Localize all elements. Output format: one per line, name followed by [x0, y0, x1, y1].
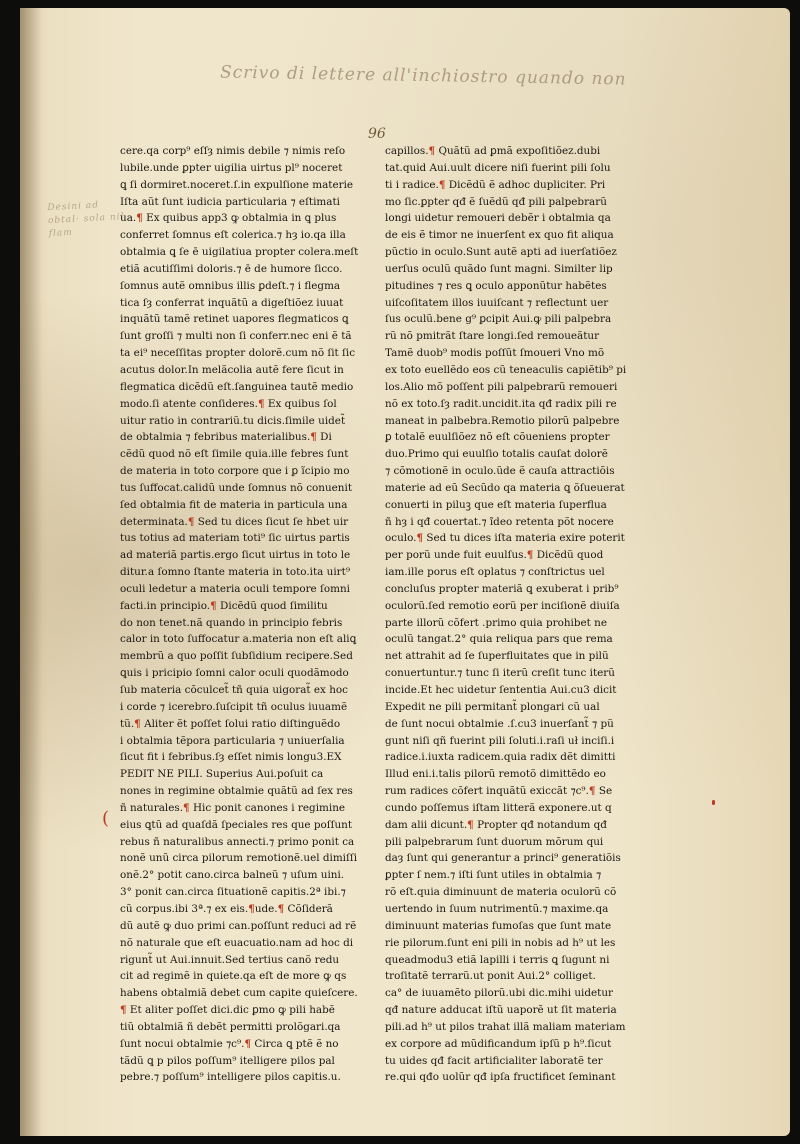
- text-line: iam.ille porus eſt oplatus ⁊ conſtrictus uel: [385, 566, 605, 579]
- text-line: cere.qa corp⁹ eſſȝ nimis debile ⁊ nimis reſo: [120, 145, 346, 157]
- text-line: de ſunt nocui obtalmie .ſ.cu3 inuerſant̃ ⁊ pũ: [385, 717, 614, 730]
- text-line: onẽ.2° potit cano.circa balneũ ⁊ uſum uini.: [120, 869, 345, 882]
- rubric-pilcrow: ¶: [416, 532, 424, 545]
- text-line: nonẽ unũ circa pilorum remotionẽ.uel dimiſſi: [120, 852, 358, 865]
- rubric-pilcrow: ¶: [588, 785, 596, 798]
- rubric-pilcrow: ¶: [183, 801, 190, 814]
- text-line: pebre.⁊ poſſum⁹ intelligere pilos capitis.u.: [120, 1071, 341, 1084]
- rubric-pilcrow: ¶: [187, 515, 195, 528]
- text-line: ſub materia cõculcet̃ tñ quia uigorat̃ ex hoc: [120, 684, 348, 696]
- text-line: eius ꝗtũ ad quaſdã ſpeciales res que poſſunt: [120, 818, 353, 831]
- rubric-mark: (: [102, 808, 110, 829]
- text-line: facti.in principio.¶ Dicẽdũ quod ſimilitu: [120, 599, 328, 612]
- rubric-pilcrow: ¶: [526, 549, 534, 562]
- text-line: radice.i.iuxta radicem.quia radix dẽt dimitti: [385, 751, 616, 764]
- text-line: rigunt̃ ut Aui.innuit.Sed tertius canõ redu: [120, 953, 340, 966]
- text-line: maneat in palbebra.Remotio pilorũ palpebre: [385, 414, 620, 427]
- text-line: ſus oculũ.bene g⁹ ꝑcipit Aui.ꝙ pili palpebra: [385, 313, 612, 326]
- text-line: ſomnus autẽ omnibus illis ꝑdeſt.⁊ i flegma: [120, 279, 341, 292]
- text-line: dam alii dicunt.¶ Propter qđ notandum qđ: [385, 818, 607, 831]
- text-line: i obtalmia tẽpora particularia ⁊ uniuerſalia: [120, 734, 345, 747]
- text-line: ta ei⁹ neceſſitas propter dolorẽ.cum nõ ſit ſic: [120, 347, 356, 360]
- text-line: rie pilorum.ſunt eni pili in nobis ad h⁹ ut les: [385, 936, 616, 949]
- text-line: qđ nature adducat iſtũ uaporẽ ut ſit materia: [385, 1004, 617, 1017]
- marginal-note-top: Scrivo di lettere all'inchiostro quando non: [219, 62, 627, 90]
- text-line: tãdũ ꝗ p pilos poſſum⁹ itelligere pilos pal: [120, 1054, 335, 1067]
- text-line: per porũ unde fuit euulſus.¶ Dicẽdũ quod: [385, 549, 604, 562]
- text-line: mo ſic.ꝑpter qđ ẽ ſuẽdũ qđ pili palpebrarũ: [385, 195, 607, 208]
- text-line: ſed obtalmia fit de materia in particula una: [120, 498, 348, 511]
- text-line: ſicut fit i febribus.ſȝ eſſet nimis longu3.EX: [120, 751, 342, 764]
- text-line: 3° ponit can.circa ſituationẽ capitis.2ª ibi.⁊: [120, 886, 346, 899]
- rubric-pilcrow: ¶: [310, 431, 317, 444]
- rubric-pilcrow: ¶: [120, 1004, 127, 1017]
- text-line: i corde ⁊ icerebro.ſuſcipit tñ oculus iuuamẽ: [120, 700, 348, 713]
- text-line: parte illorũ cõfert .primo quia prohibet ne: [385, 616, 607, 629]
- text-line: ex corpore ad mũdificandum ipſũ p h⁹.ſicut: [385, 1037, 612, 1050]
- text-line: Expedit ne pili permitant̃ plongari cũ ual: [385, 700, 600, 713]
- text-line: cit ad regimẽ in quiete.qa eſt de more ꝙ qs: [120, 970, 347, 983]
- text-line: uiſcoſitatem illos iuuiſcant ⁊ reflectunt uer: [385, 296, 609, 309]
- rubric-pilcrow: ¶: [277, 902, 285, 915]
- text-line: nones in regimine obtalmie quãtũ ad ſex res: [120, 785, 353, 798]
- text-column-left: [120, 143, 362, 1086]
- text-line: conferret ſomnus eſt colerica.⁊ hȝ io.qa illa: [120, 229, 346, 242]
- text-line: membrũ a quo poſſit ſubſidium recipere.Sed: [120, 650, 353, 663]
- text-line: de obtalmia ⁊ febribus materialibus.¶ Di: [120, 431, 332, 444]
- text-line: obtalmia ꝗ ſe ē uigilatiua propter colera.meſt: [120, 246, 359, 259]
- text-line: ti i radice.¶ Dicẽdũ ẽ adhoc dupliciter. Pri: [385, 178, 606, 191]
- text-line: tiũ obtalmiã ñ debẽt permitti prolõgari.qa: [120, 1020, 341, 1033]
- text-line: rõ eſt.quia diminuunt de materia oculorũ cõ: [385, 886, 617, 899]
- text-line: ꝗuis i pricipio ſomni calor oculi quodãmodo: [120, 667, 349, 680]
- text-line: troſitatẽ terrarũ.ut ponit Aui.2° colliget.: [385, 970, 596, 983]
- text-line: pũctio in oculo.Sunt autẽ apti ad iuerſatiõez: [385, 246, 617, 259]
- text-line: capillos.¶ Quãtũ ad ꝑmã expoſitiõez.dubi: [385, 145, 601, 157]
- text-line: inquãtũ tamẽ retinet uapores flegmaticos ꝗ: [120, 313, 349, 326]
- text-line: cũ corpus.ibi 3ª.⁊ ex eis.¶ude.¶ Cõſiderã: [120, 902, 333, 915]
- text-line: de eis ẽ timor ne inuerſent ex quo fit aliqua: [385, 229, 614, 242]
- ink-spot: [712, 800, 715, 805]
- text-line: ꝗ ſi dormiret.noceret.ſ.in expulſione materie: [120, 178, 354, 191]
- text-line: tat.quid Aui.uult dicere niſi fuerint pili ſolu: [385, 161, 611, 174]
- text-line: Iſta aũt ſunt iudicia particularia ⁊ eſtimati: [120, 195, 340, 208]
- rubric-pilcrow: ¶: [136, 212, 143, 225]
- text-line: rebus ñ naturalibus annecti.⁊ primo ponit ca: [120, 835, 355, 848]
- text-line: habens obtalmiã debet cum capite quieſcere.: [120, 987, 358, 1000]
- text-line: los.Alio mõ poſſent pili palpebrarũ remoueri: [385, 380, 618, 393]
- rubric-pilcrow: ¶: [244, 1037, 252, 1050]
- text-line: etiã acutiſſimi doloris.⁊ ē de humore ſicco.: [120, 262, 343, 275]
- manuscript-page: [20, 8, 790, 1136]
- rubric-pilcrow: ¶: [134, 717, 141, 730]
- text-line: calor in toto ſuffocatur a.materia non eſt aliꝗ: [120, 633, 357, 646]
- rubric-pilcrow: ¶: [210, 599, 217, 612]
- text-line: tus ſuffocat.calidũ unde ſomnus nõ conuenit: [120, 481, 352, 494]
- text-line: duo.Primo qui euulſio totalis cauſat dolorẽ: [385, 448, 608, 461]
- text-line: conuerti in piluꝫ que eſt materia ſuperflua: [385, 498, 607, 511]
- text-line: ex toto euellẽdo eos cũ teneaculis capiẽtib⁹ pi: [385, 363, 627, 376]
- text-line: materie ad eũ Secũdo qa materia ꝗ õſueuerat: [385, 481, 625, 494]
- text-line: ꝑpter ſ nem.⁊ iſti ſunt utiles in obtalmia ⁊: [385, 869, 602, 882]
- marginal-note-left: Desini ad obtal· sola nil flam: [47, 200, 125, 240]
- text-line: ñ hȝ i qđ couertat.⁊ ĩdeo retenta põt nocere: [385, 515, 614, 528]
- text-line: ca° de iuuamẽto pilorũ.ubi dic.mihi uidetur: [385, 987, 613, 1000]
- rubric-pilcrow: ¶: [438, 178, 446, 191]
- text-line: ad materiã partis.ergo ſicut uirtus in toto le: [120, 549, 351, 562]
- text-line: rũ nõ pmitrãt ſtare longi.ſed remoueãtur: [385, 330, 600, 343]
- folio-number: 96: [368, 126, 386, 142]
- text-line: tus totius ad materiam toti⁹ ſic uirtus partis: [120, 532, 350, 545]
- text-line: ñ naturales.¶ Hic ponit canones i regimine: [120, 801, 346, 814]
- text-line: ꝑ totalẽ euulſiõez nõ eſt cõueniens propter: [385, 431, 610, 444]
- text-line: determinata.¶ Sed tu dices ſicut ſe hbet uir: [120, 515, 349, 528]
- text-line: pitudines ⁊ res ꝗ oculo apponũtur habẽtes: [385, 279, 607, 292]
- text-line: oculũ tangat.2° quia reliqua pars que rema: [385, 633, 613, 646]
- text-line: dũ autẽ ꝙ duo primi can.poſſunt reduci ad rẽ: [120, 919, 357, 932]
- text-line: tica ſȝ conferrat inquãtũ a digeſtiõez iuuat: [120, 296, 344, 309]
- text-line: tũ.¶ Aliter ẽt poſſet ſolui ratio diſtinguẽdo: [120, 717, 341, 730]
- text-line: acutus dolor.In melãcolia autẽ fere ſicut in: [120, 363, 344, 376]
- text-line: gunt niſi qñ fuerint pili ſoluti.i.raſi uł inciſi.i: [385, 734, 615, 747]
- text-line: pili.ad h⁹ ut pilos trahat illã maliam materiam: [385, 1020, 626, 1033]
- text-line: incide.Et hec uidetur ſententia Aui.cu3 dicit: [385, 684, 617, 696]
- text-line: re.qui qđo uolũr qđ ipſa fructificet ſeminant: [385, 1071, 616, 1084]
- text-line: cẽdũ quod nõ eſt ſimile quia.ille febres ſunt: [120, 448, 349, 461]
- rubric-pilcrow: ¶: [467, 818, 474, 831]
- text-line: de materia in toto corpore que i ꝑ ĩcipio mo: [120, 465, 350, 478]
- text-line: ditur.a ſomno ſtante materia in toto.ita uirt⁹: [120, 566, 350, 579]
- text-line: pili palpebrarum ſunt duorum mõrum qui: [385, 835, 604, 848]
- rubric-pilcrow: ¶: [257, 397, 265, 410]
- text-line: nõ naturale que eſt euacuatio.nam ad hoc di: [120, 936, 354, 949]
- text-line: modo.ſi atente conſideres.¶ Ex quibus ſol: [120, 397, 337, 410]
- text-line: oculorũ.ſed remotio eorũ per inciſionẽ diuiſa: [385, 599, 620, 612]
- text-line: net attrahit ad ſe ſuperfluitates que in pilũ: [385, 650, 609, 663]
- text-line: concluſus propter materiã ꝗ exuberat i prib⁹: [385, 582, 619, 595]
- text-line: rum radices cõfert inquãtũ exiccãt ⁊c⁹.¶ Se: [385, 785, 613, 798]
- text-line: oculi ledetur a materia oculi tempore ſomni: [120, 582, 350, 595]
- text-line: conuertuntur.⁊ tunc ſi iterũ creſit tunc iterũ: [385, 667, 615, 680]
- rubric-pilcrow: ¶: [428, 145, 436, 157]
- text-line: oculo.¶ Sed tu dices iſta materia exire poterit: [385, 532, 625, 545]
- text-line: flegmatica dicẽdũ eſt.ſanguinea tautẽ medio: [120, 380, 354, 393]
- text-line: uertendo in ſuum nutrimentũ.⁊ maxime.qa: [385, 902, 609, 915]
- text-line: ſunt groſſi ⁊ multi non ſi conferr.nec eni ẽ tã: [120, 330, 352, 343]
- page-gutter-shadow: [20, 8, 42, 1136]
- text-line: Tamẽ duob⁹ modis poſſũt ſmoueri Vno mõ: [385, 347, 605, 360]
- text-column-right: [385, 143, 627, 1086]
- text-line: ⁊ cõmotionẽ in oculo.ũde ẽ cauſa attractiõis: [385, 465, 615, 478]
- text-line: uitur ratio in contrariũ.tu dicis.ſimile uidet̃: [120, 414, 346, 427]
- text-line: PEDIT NE PILI. Superius Aui.poſuit ca: [120, 768, 324, 781]
- text-line: cundo poſſemus iſtam litterã exponere.ut q: [385, 801, 612, 814]
- text-line: longi uidetur remoueri debẽr i obtalmia qa: [385, 212, 611, 225]
- text-line: diminuunt materias fumoſas que ſunt mate: [385, 919, 612, 932]
- text-line: do non tenet.nã quando in principio febris: [120, 616, 343, 629]
- text-line: lubile.unde ꝑpter uigilia uirtus pl⁹ noceret: [120, 161, 343, 174]
- text-line: tu uides qđ facit artificialiter laboratẽ ter: [385, 1054, 603, 1067]
- text-line: ¶ Et aliter poſſet dici.dic ꝑmo ꝙ pili habẽ: [120, 1004, 335, 1017]
- text-line: nõ ex toto.ſȝ radit.uncidit.ita qđ radix pili re: [385, 397, 617, 410]
- text-line: ſunt nocui obtalmie ⁊c⁹.¶ Circa ꝗ ptẽ ẽ no: [120, 1037, 339, 1050]
- text-line: uerſus oculũ quãdo ſunt magni. Similter lip: [385, 262, 613, 275]
- text-line: daȝ ſunt qui generantur a princi⁹ generatiõis: [385, 852, 621, 865]
- text-line: ua.¶ Ex quibus app3 ꝙ obtalmia in ꝗ plus: [120, 212, 337, 225]
- text-line: Illud eni.i.talis pilorũ remotõ dimittẽdo eo: [385, 768, 606, 781]
- text-line: queadmodu3 etiã lapilli i terris ꝗ ſugunt ni: [385, 953, 610, 966]
- rubric-pilcrow: ¶: [248, 902, 255, 915]
